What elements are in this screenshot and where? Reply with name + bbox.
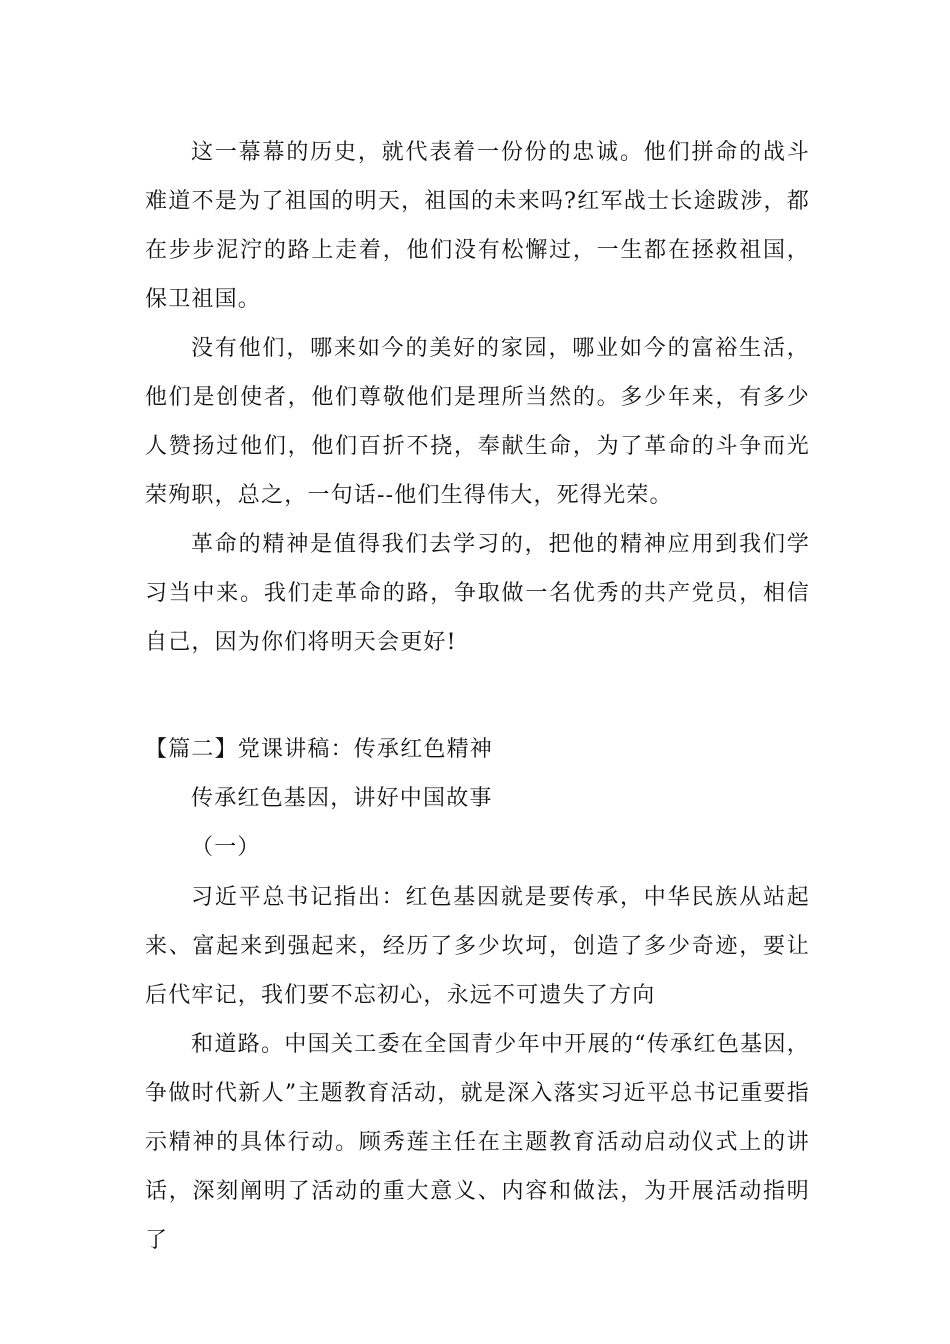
paragraph-loyalty-history: 这一幕幕的历史，就代表着一份份的忠诚。他们拼命的战斗难道不是为了祖国的明天，祖国的未来吗?红军战士长途跋涉，都在步步泥泞的路上走着，他们没有松懈过，一生都在拯救祖国，保卫祖国。 <box>145 140 810 312</box>
body-text-part1 <box>145 128 810 667</box>
paragraph-revolution-spirit: 革命的精神是值得我们去学习的，把他的精神应用到我们学习当中来。我们走革命的路，争取做一名优秀的共产党员，相信自己，因为你们将明天会更好! <box>145 532 810 655</box>
section-heading: 【篇二】党课讲稿：传承红色精神 <box>145 737 494 762</box>
body-text-part2 <box>145 873 810 1265</box>
paragraph-without-them: 没有他们，哪来如今的美好的家园，哪业如今的富裕生活，他们是创使者，他们尊敬他们是理所当然的。多少年来，有多少人赞扬过他们，他们百折不挠，奉献生命，为了革命的斗争而光荣殉职，总之，一句话--他们生得伟大，死得光荣。 <box>145 336 810 508</box>
paragraph-xi-red-gene: 习近平总书记指出：红色基因就是要传承，中华民族从站起来、富起来到强起来，经历了多少坎坷，创造了多少奇迹，要让后代牢记，我们要不忘初心，永远不可遗失了方向 <box>145 885 810 1008</box>
paragraph-road-activity: 和道路。中国关工委在全国青少年中开展的“传承红色基因，争做时代新人”主题教育活动，就是深入落实习近平总书记重要指示精神的具体行动。顾秀莲主任在主题教育活动启动仪式上的讲话，深刻阐明了活动的重大意义、内容和做法，为开展活动指明了 <box>145 1032 810 1253</box>
section-number: （一） <box>191 835 261 860</box>
section-subtitle: 传承红色基因，讲好中国故事 <box>191 786 493 811</box>
